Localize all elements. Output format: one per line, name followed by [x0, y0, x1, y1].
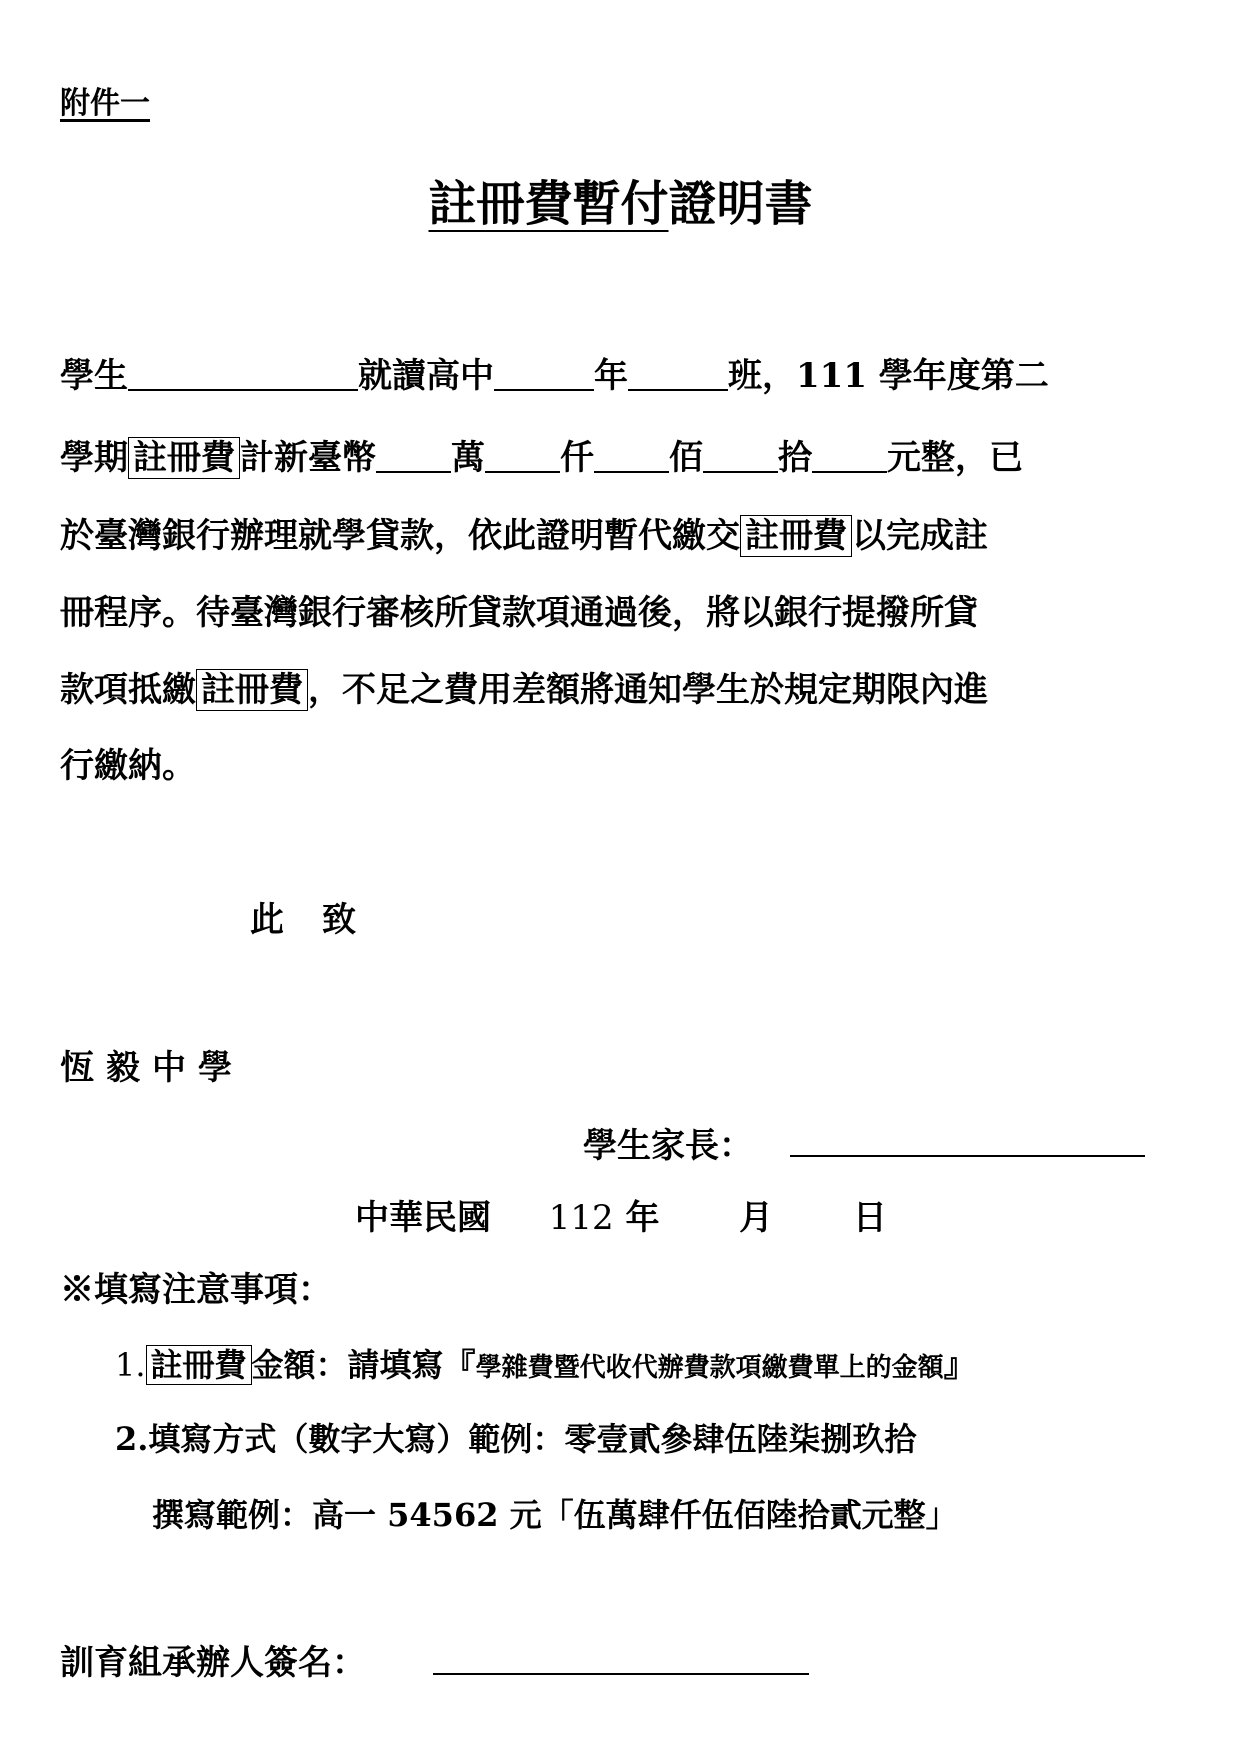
paragraph-line-5: [60, 662, 1185, 711]
shi-unit: 拾: [778, 438, 812, 478]
boxed-term-fee: 註冊費: [146, 1345, 252, 1385]
amount-end-text: 元整，已: [887, 438, 1023, 478]
paragraph-line-2: [60, 430, 1185, 479]
qian-blank[interactable]: [485, 441, 560, 473]
title-rest: 證明書: [668, 176, 813, 232]
date-day-unit: 日: [852, 1198, 887, 1238]
note-1-number: 1.: [115, 1346, 146, 1384]
notes-heading: ※填寫注意事項：: [60, 1270, 332, 1310]
page-title: [0, 165, 1241, 234]
date-year: 112: [548, 1198, 614, 1238]
note-item-2: 2.填寫方式（數字大寫）範例：零壹貳參肆伍陸柒捌玖拾: [115, 1420, 917, 1458]
signature-line[interactable]: [433, 1673, 809, 1675]
parent-label: 學生家長：: [583, 1126, 753, 1166]
yuan-blank[interactable]: [812, 441, 887, 473]
class-unit-text: 班，111 學年度第二: [728, 356, 1049, 396]
date-era: 中華民國: [355, 1198, 491, 1238]
grade-unit: 年: [594, 356, 628, 396]
paragraph-line-4: 冊程序。待臺灣銀行審核所貸款項通過後，將以銀行提撥所貸: [60, 593, 978, 633]
attachment-label: 附件一: [60, 86, 150, 121]
amount-label: 計新臺幣: [240, 438, 376, 478]
date-line: [355, 1190, 887, 1239]
note-1-close: 』: [943, 1346, 976, 1384]
semester-text: 學期: [60, 438, 128, 478]
student-name-blank[interactable]: [128, 359, 358, 391]
note-item-1: [115, 1340, 976, 1386]
bai-unit: 佰: [669, 438, 703, 478]
paragraph-line-3: [60, 508, 1185, 557]
student-label: 學生: [60, 356, 128, 396]
class-blank[interactable]: [628, 359, 728, 391]
note-example: 撰寫範例：高一 54562 元「伍萬肆仟伍佰陸拾貳元整」: [152, 1496, 958, 1534]
paragraph-line-6: 行繳納。: [60, 746, 196, 786]
boxed-term-fee: 註冊費: [128, 437, 240, 479]
wan-blank[interactable]: [376, 441, 451, 473]
signature-label: 訓育組承辦人簽名：: [60, 1643, 366, 1683]
note-1-text: 金額：請填寫『: [251, 1346, 476, 1384]
wan-unit: 萬: [451, 438, 485, 478]
date-month-unit: 月: [739, 1198, 774, 1238]
date-year-unit: 年: [625, 1198, 660, 1238]
paragraph-line-1: [60, 348, 1185, 397]
offset-text: 款項抵繳: [60, 670, 196, 710]
boxed-term-fee: 註冊費: [196, 669, 308, 711]
title-underlined: 註冊費暫付: [428, 176, 669, 232]
school-name: 恆毅中學: [60, 1048, 244, 1088]
loan-text: 於臺灣銀行辦理就學貸款，依此證明暫代繳交: [60, 516, 740, 556]
difference-text: ，不足之費用差額將通知學生於規定期限內進: [308, 670, 988, 710]
parent-signature-line[interactable]: [790, 1155, 1145, 1157]
grade-blank[interactable]: [494, 359, 594, 391]
qian-unit: 仟: [560, 438, 594, 478]
bai-blank[interactable]: [594, 441, 669, 473]
note-1-emphasis: 學雜費暨代收代辦費款項繳費單上的金額: [475, 1353, 944, 1383]
regards-text: 此 致: [250, 900, 358, 940]
complete-text: 以完成註: [852, 516, 988, 556]
school-level-text: 就讀高中: [358, 356, 494, 396]
shi-blank[interactable]: [703, 441, 778, 473]
boxed-term-fee: 註冊費: [740, 515, 852, 557]
